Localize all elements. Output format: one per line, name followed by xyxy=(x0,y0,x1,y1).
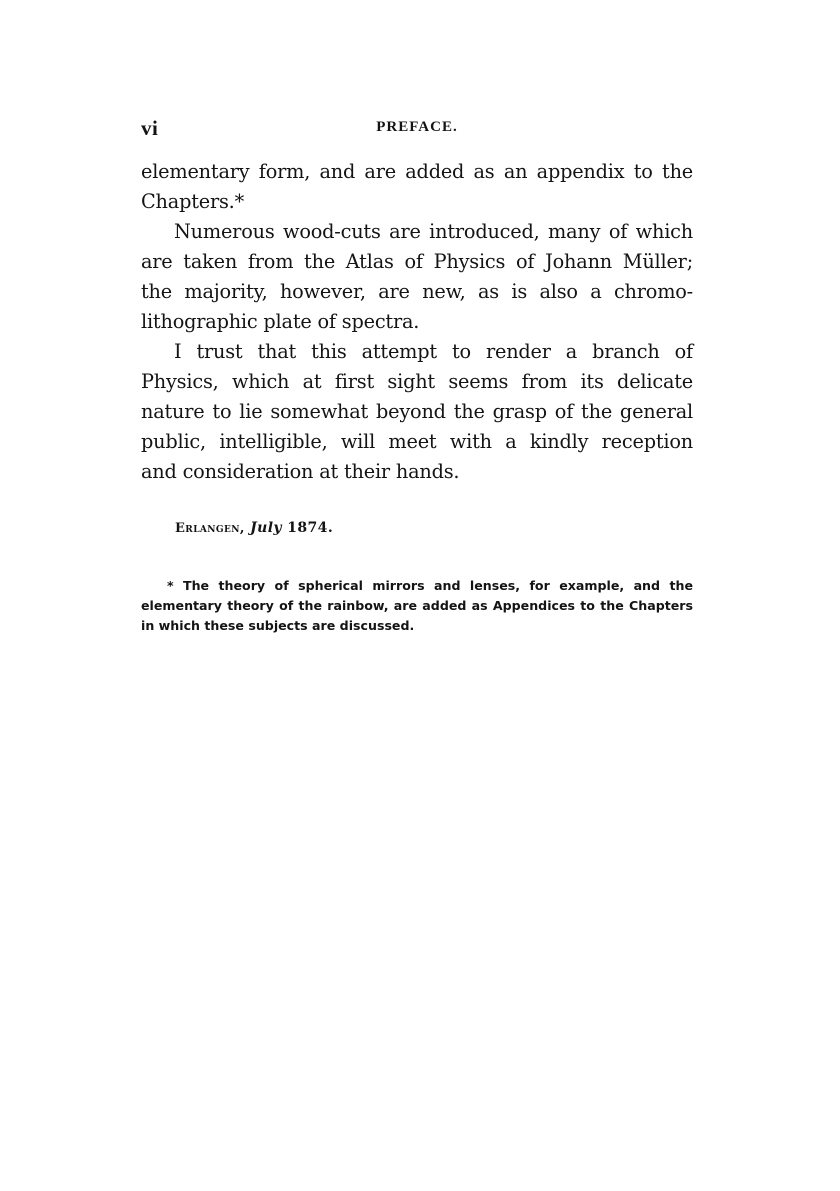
page-number: vi xyxy=(141,116,159,140)
footnote-line: elementary theory of the rainbow, are added as Appendices to the Chapters xyxy=(141,598,693,613)
signature-month: July xyxy=(250,520,282,536)
preface-body xyxy=(141,157,693,487)
body-line: nature to lie somewhat beyond the grasp of the general xyxy=(141,400,693,423)
body-line: public, intelligible, will meet with a kindly reception xyxy=(141,430,693,453)
body-line: lithographic plate of spectra. xyxy=(141,310,420,333)
footnote-line: in which these subjects are discussed. xyxy=(141,618,415,633)
body-line: elementary form, and are added as an appendix to the xyxy=(141,160,693,183)
body-line: are taken from the Atlas of Physics of Johann Müller; xyxy=(141,250,693,273)
footnote xyxy=(141,576,693,636)
footnote-line: * The theory of spherical mirrors and lenses, for example, and the xyxy=(167,578,693,593)
running-head xyxy=(141,116,693,142)
body-line: Physics, which at first sight seems from its delicate xyxy=(141,370,693,393)
body-line: the majority, however, are new, as is also a chromo- xyxy=(141,280,693,303)
body-line: and consideration at their hands. xyxy=(141,460,460,483)
preface-signature xyxy=(175,520,333,536)
signature-place: Erlangen, xyxy=(175,521,245,536)
paragraph-start-line: I trust that this attempt to render a branch of xyxy=(174,340,693,363)
body-line: Chapters.* xyxy=(141,190,245,213)
signature-year: 1874. xyxy=(287,520,334,536)
running-title: PREFACE. xyxy=(376,119,458,135)
paragraph-start-line: Numerous wood-cuts are introduced, many of which xyxy=(174,220,693,243)
